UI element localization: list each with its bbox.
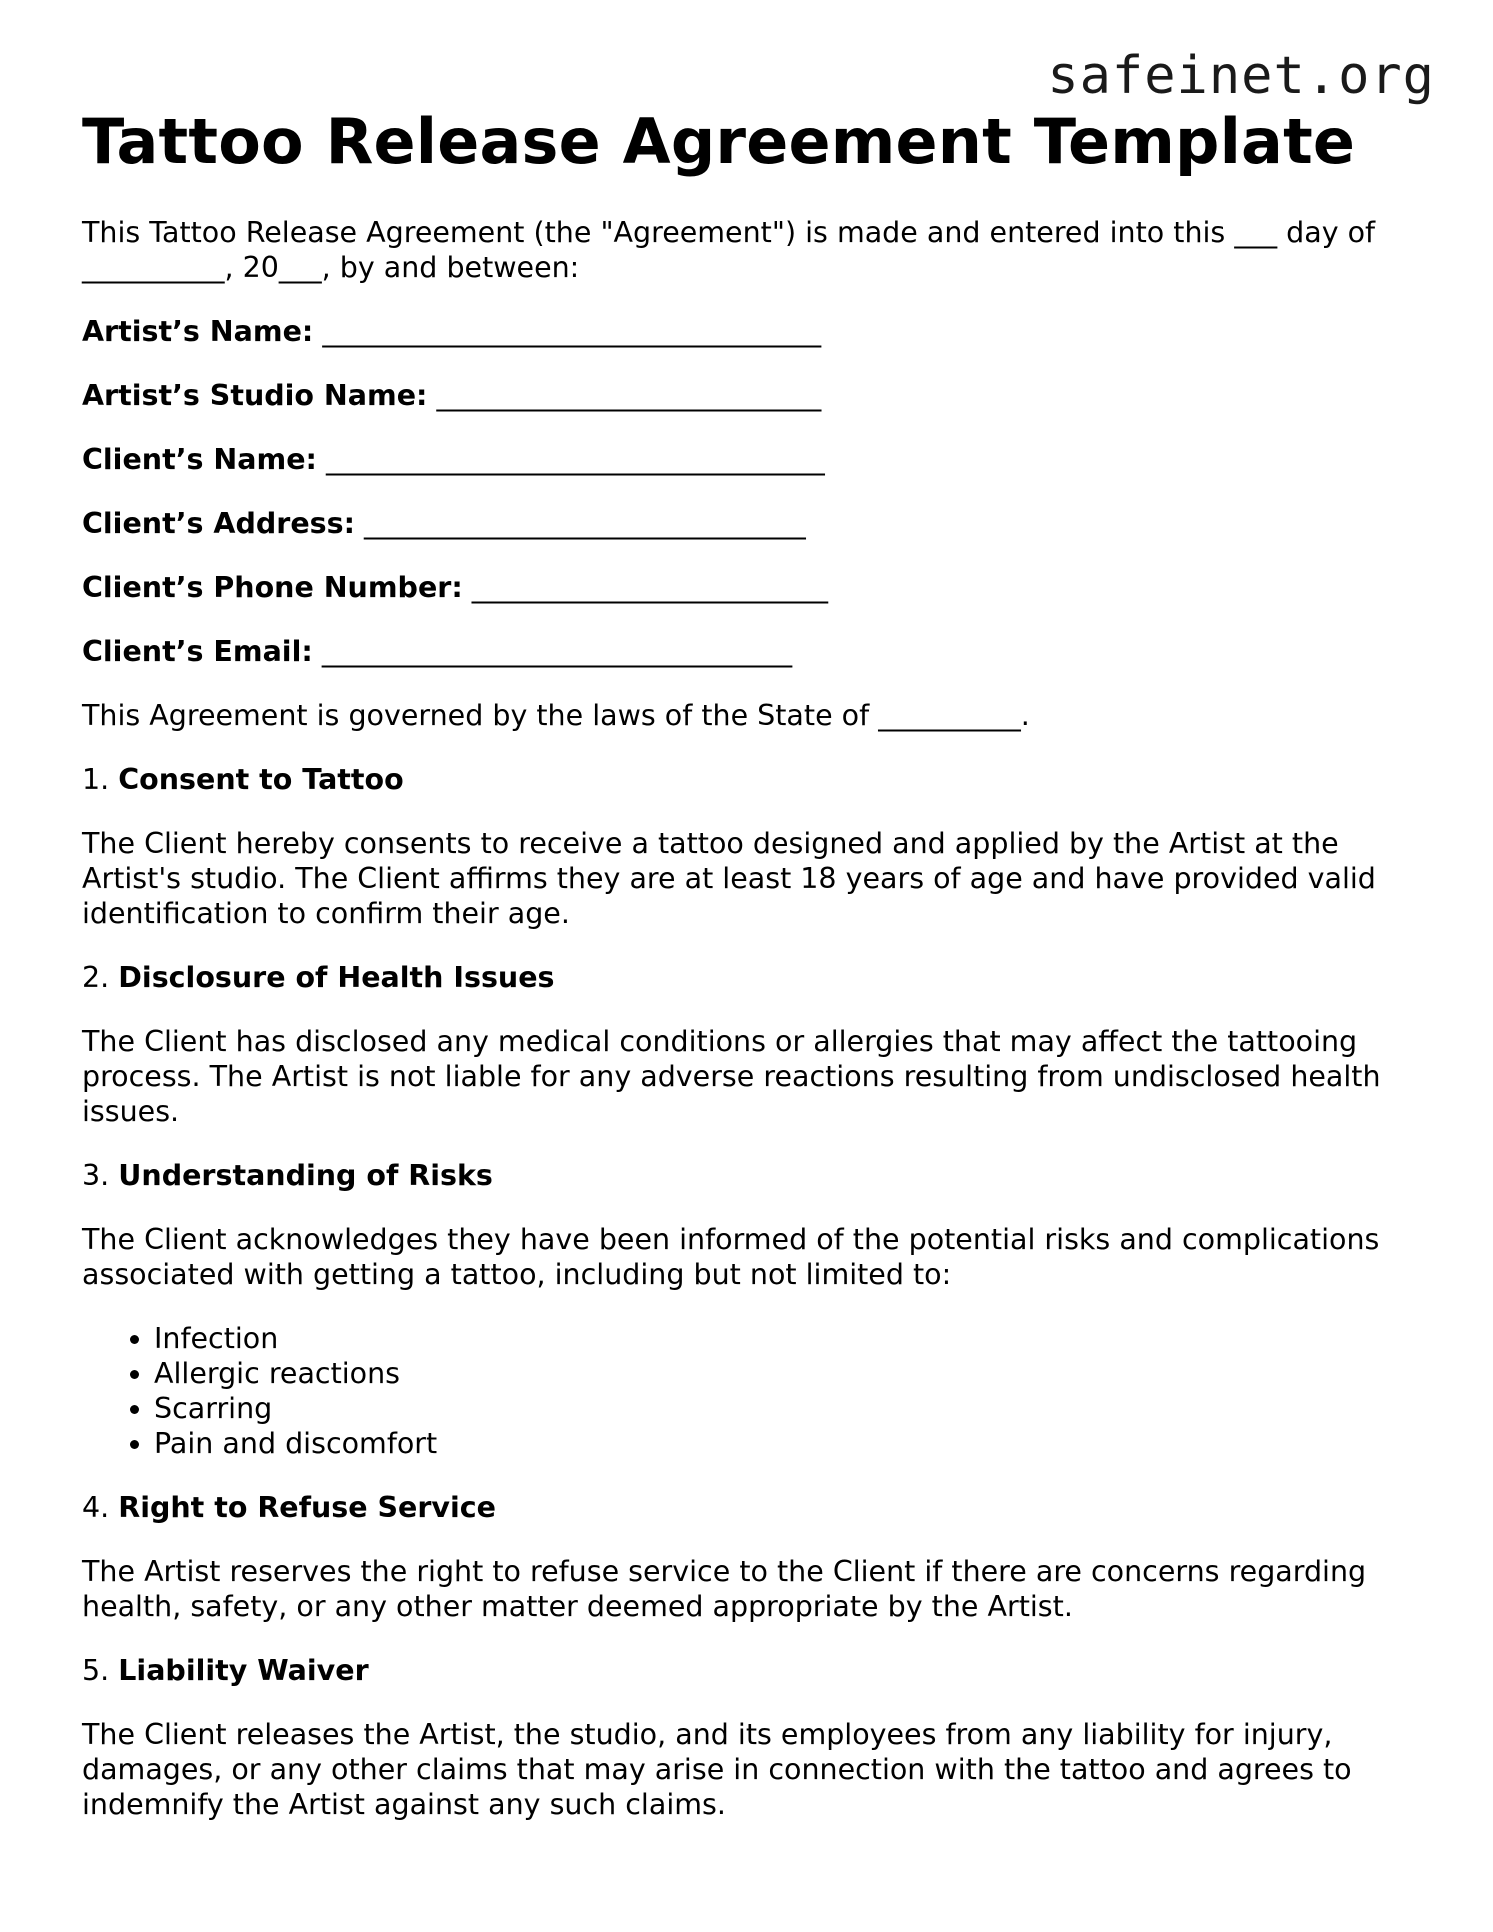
section-heading-risks	[82, 1158, 1422, 1193]
field-artist-name	[82, 314, 1422, 349]
list-item: • Infection	[154, 1321, 1422, 1356]
field-client-email	[82, 634, 1422, 669]
blank-line: _______________________________	[364, 507, 806, 540]
section-heading-health	[82, 960, 1422, 995]
section-title: Right to Refuse Service	[118, 1491, 497, 1524]
field-artist-studio-name	[82, 378, 1422, 413]
section-body-health: The Client has disclosed any medical conditions or allergies that may affect the tattooing process. The Artist is not liable for any adverse reactions resulting from undisclosed health issues.	[82, 1025, 1381, 1128]
section-heading-refuse	[82, 1490, 1422, 1525]
section-title: Consent to Tattoo	[118, 763, 404, 796]
field-label: Client’s Address:	[82, 507, 355, 540]
section-number: 1.	[82, 763, 110, 796]
field-client-phone	[82, 570, 1422, 605]
field-label: Artist’s Name:	[82, 315, 314, 348]
section-number: 5.	[82, 1654, 110, 1687]
governing-law-paragraph: This Agreement is governed by the laws of the State of __________.	[82, 699, 1030, 732]
section-number: 3.	[82, 1159, 110, 1192]
document-title: Tattoo Release Agreement Template	[82, 105, 1356, 178]
field-label: Client’s Phone Number:	[82, 571, 463, 604]
section-body-refuse: The Artist reserves the right to refuse service to the Client if there are concerns regarding health, safety, or any other matter deemed appropriate by the Artist.	[82, 1555, 1367, 1623]
section-heading-consent	[82, 762, 1422, 797]
section-body-consent: The Client hereby consents to receive a tattoo designed and applied by the Artist at the Artist's studio. The Client affirms they are at least 18 years of age and have provided valid identification to confirm their age.	[82, 827, 1376, 930]
blank-line: _________________________	[471, 571, 829, 604]
field-label: Artist’s Studio Name:	[82, 379, 428, 412]
risks-list	[82, 1321, 1422, 1461]
blank-line: ___________________________________	[325, 443, 825, 476]
field-label: Client’s Email:	[82, 635, 313, 668]
field-client-name	[82, 442, 1422, 477]
section-body-liability: The Client releases the Artist, the studio, and its employees from any liability for injury, damages, or any other claims that may arise in connection with the tattoo and agrees to indemnify the Artist against any such claims.	[82, 1718, 1352, 1821]
section-body-risks: The Client acknowledges they have been informed of the potential risks and complications associated with getting a tattoo, including but not limited to:	[82, 1223, 1380, 1291]
section-number: 2.	[82, 961, 110, 994]
section-number: 4.	[82, 1491, 110, 1524]
section-title: Liability Waiver	[118, 1654, 369, 1687]
list-item: • Allergic reactions	[154, 1356, 1422, 1391]
watermark: safeinet.org	[1047, 46, 1435, 106]
list-item: • Scarring	[154, 1391, 1422, 1426]
blank-line: ___________________________	[436, 379, 822, 412]
field-label: Client’s Name:	[82, 443, 317, 476]
document-page	[82, 104, 1422, 1822]
field-client-address	[82, 506, 1422, 541]
section-heading-liability	[82, 1653, 1422, 1688]
section-title: Disclosure of Health Issues	[118, 961, 555, 994]
intro-paragraph: This Tattoo Release Agreement (the "Agreement") is made and entered into this ___ day of __________, 20___, by and between:	[82, 216, 1376, 284]
blank-line: _________________________________	[321, 635, 793, 668]
list-item: • Pain and discomfort	[154, 1426, 1422, 1461]
section-title: Understanding of Risks	[118, 1159, 493, 1192]
blank-line: ___________________________________	[322, 315, 822, 348]
